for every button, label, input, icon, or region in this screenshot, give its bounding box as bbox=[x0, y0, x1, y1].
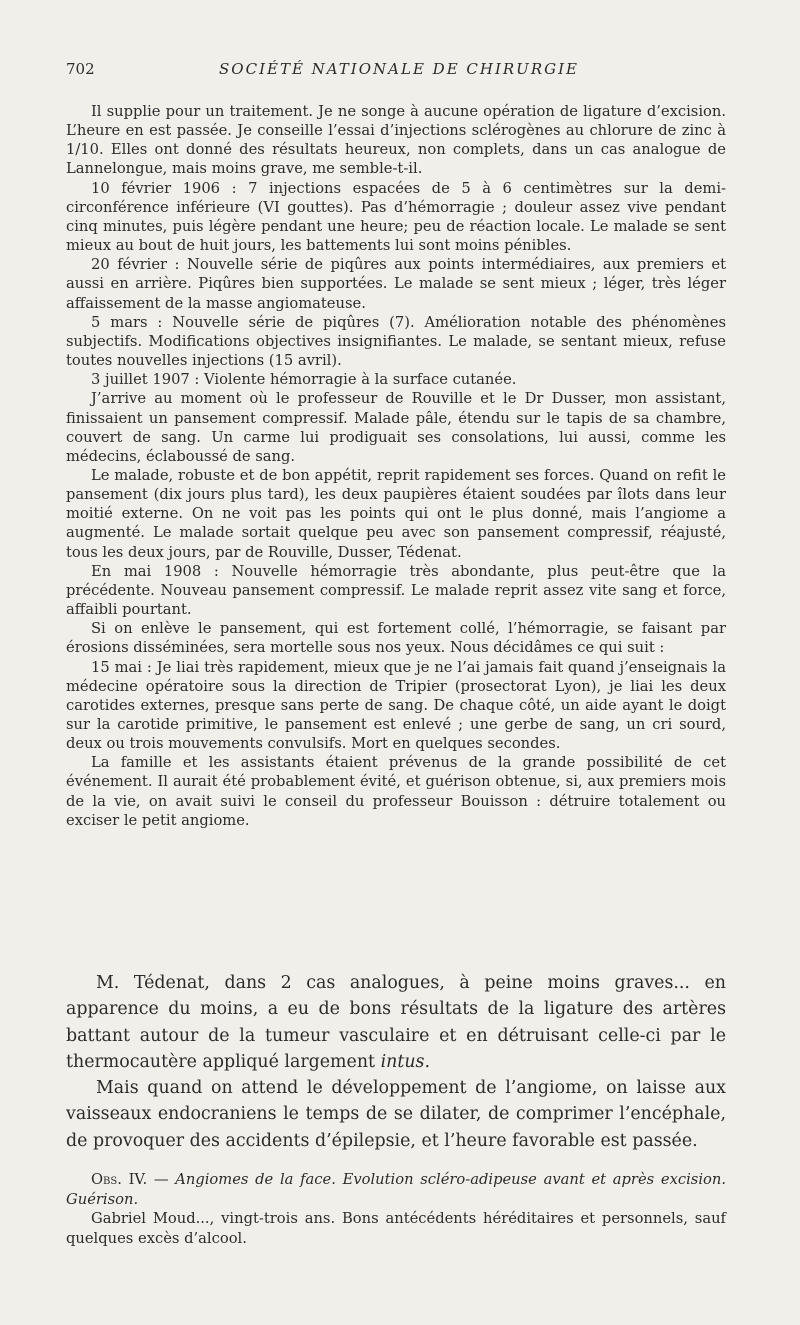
observation-section bbox=[66, 1170, 726, 1248]
paragraph: 10 février 1906 : 7 injections espacées de 5 à 6 centimètres sur la demi-circonférence inférieure (VI gouttes). Pas d’hémorragie ; douleur assez vive pendant cinq minutes, puis légère pendant une heure; peu de réaction locale. Le malade se sent mieux au bout de huit jours, les battements lui sont moins pénibles. bbox=[66, 179, 726, 255]
paragraph: Il supplie pour un traitement. Je ne songe à aucune opération de ligature d’excision. L’heure en est passée. Je conseille l’essai d’injections sclérogènes au chlorure de zinc à 1/10. Elles ont donné des résultats heureux, non complets, dans un cas analogue de Lannelongue, mais moins grave, me semble-t-il. bbox=[66, 103, 726, 178]
observation-title: Angiomes de la face. Evolution scléro-adipeuse avant et après excision. Guérison. bbox=[66, 1171, 726, 1208]
paragraph: En mai 1908 : Nouvelle hémorragie très abondante, plus peut-être que la précédente. Nouveau pansement compressif. Le malade reprit assez vite sang et force, affaibli pourtant. bbox=[66, 562, 726, 619]
page-header bbox=[66, 60, 732, 84]
paragraph: 15 mai : Je liai très rapidement, mieux que je ne l’ai jamais fait quand j’enseignais la médecine opératoire sous la direction de Tripier (prosectorat Lyon), je liai les deux carotides externes, presque sans perte de sang. De chaque côté, un aide ayant le doigt sur la carotide primitive, le pansement est enlevé ; une gerbe de sang, un cri sourd, deux ou trois mouvements convulsifs. Mort en quelques secondes. bbox=[66, 658, 726, 753]
paragraph: 3 juillet 1907 : Violente hémorragie à la surface cutanée. bbox=[91, 371, 517, 389]
paragraph: 20 février : Nouvelle série de piqûres aux points intermédiaires, aux premiers et aussi en arrière. Piqûres bien supportées. Le malade se sent mieux ; léger, très léger affaissement de la masse angiomateuse. bbox=[66, 256, 726, 312]
observation-heading: Obs. IV. — Angiomes de la face. Evolution scléro-adipeuse avant et après excision. Guérison. bbox=[66, 1171, 726, 1208]
case-narrative bbox=[66, 102, 726, 830]
paragraph: La famille et les assistants étaient prévenus de la grande possibilité de cet événement. Il aurait été probablement évité, et guérison obtenue, si, aux premiers mois de la vie, on avait suivi le conseil du professeur Bouisson : détruire totalement ou exciser le petit angiome. bbox=[66, 754, 726, 829]
running-title: SOCIÉTÉ NATIONALE DE CHIRURGIE bbox=[219, 60, 579, 78]
page-number: 702 bbox=[66, 60, 95, 78]
observation-body: Gabriel Moud..., vingt-trois ans. Bons antécédents héréditaires et personnels, sauf quelques excès d’alcool. bbox=[66, 1210, 726, 1247]
observation-label: Obs. IV. bbox=[91, 1171, 148, 1188]
paragraph: 5 mars : Nouvelle série de piqûres (7). Amélioration notable des phénomènes subjectifs. Modifications objectives insignifiantes. Le malade, se sentant mieux, refuse toutes nouvelles injections (15 avril). bbox=[66, 313, 726, 370]
paragraph: Le malade, robuste et de bon appétit, reprit rapidement ses forces. Quand on refit le pansement (dix jours plus tard), les deux paupières étaient soudées par îlots dans leur moitié externe. On ne voit pas les points qui ont le plus donné, mais l’angiome a augmenté. Le malade sortait quelque peu avec son pansement compressif, réajusté, tous les deux jours, par de Rouville, Dusser, Tédenat. bbox=[66, 466, 726, 561]
paragraph: J’arrive au moment où le professeur de Rouville et le Dr Dusser, mon assistant, finissaient un pansement compressif. Malade pâle, étendu sur le tapis de sa chambre, couvert de sang. Un carme lui prodiguait ses consolations, lui aussi, comme les médecins, éclaboussé de sang. bbox=[66, 390, 726, 465]
paragraph: Si on enlève le pansement, qui est fortement collé, l’hémorragie, se faisant par érosions disséminées, sera mortelle sous nos yeux. Nous décidâmes ce qui suit : bbox=[66, 620, 726, 657]
discussion-text bbox=[66, 970, 726, 1154]
discussion-paragraph: M. Tédenat, dans 2 cas analogues, à peine moins graves... en apparence du moins, a eu de bons résultats de la ligature des artères battant autour de la tumeur vasculaire et en détruisant celle-ci par le thermocautère appliqué largement intus. bbox=[66, 973, 726, 1072]
discussion-paragraph: Mais quand on attend le développement de l’angiome, on laisse aux vaisseaux endocraniens le temps de se dilater, de comprimer l’encéphale, de provoquer des accidents d’épilepsie, et l’heure favorable est passée. bbox=[66, 1078, 726, 1151]
